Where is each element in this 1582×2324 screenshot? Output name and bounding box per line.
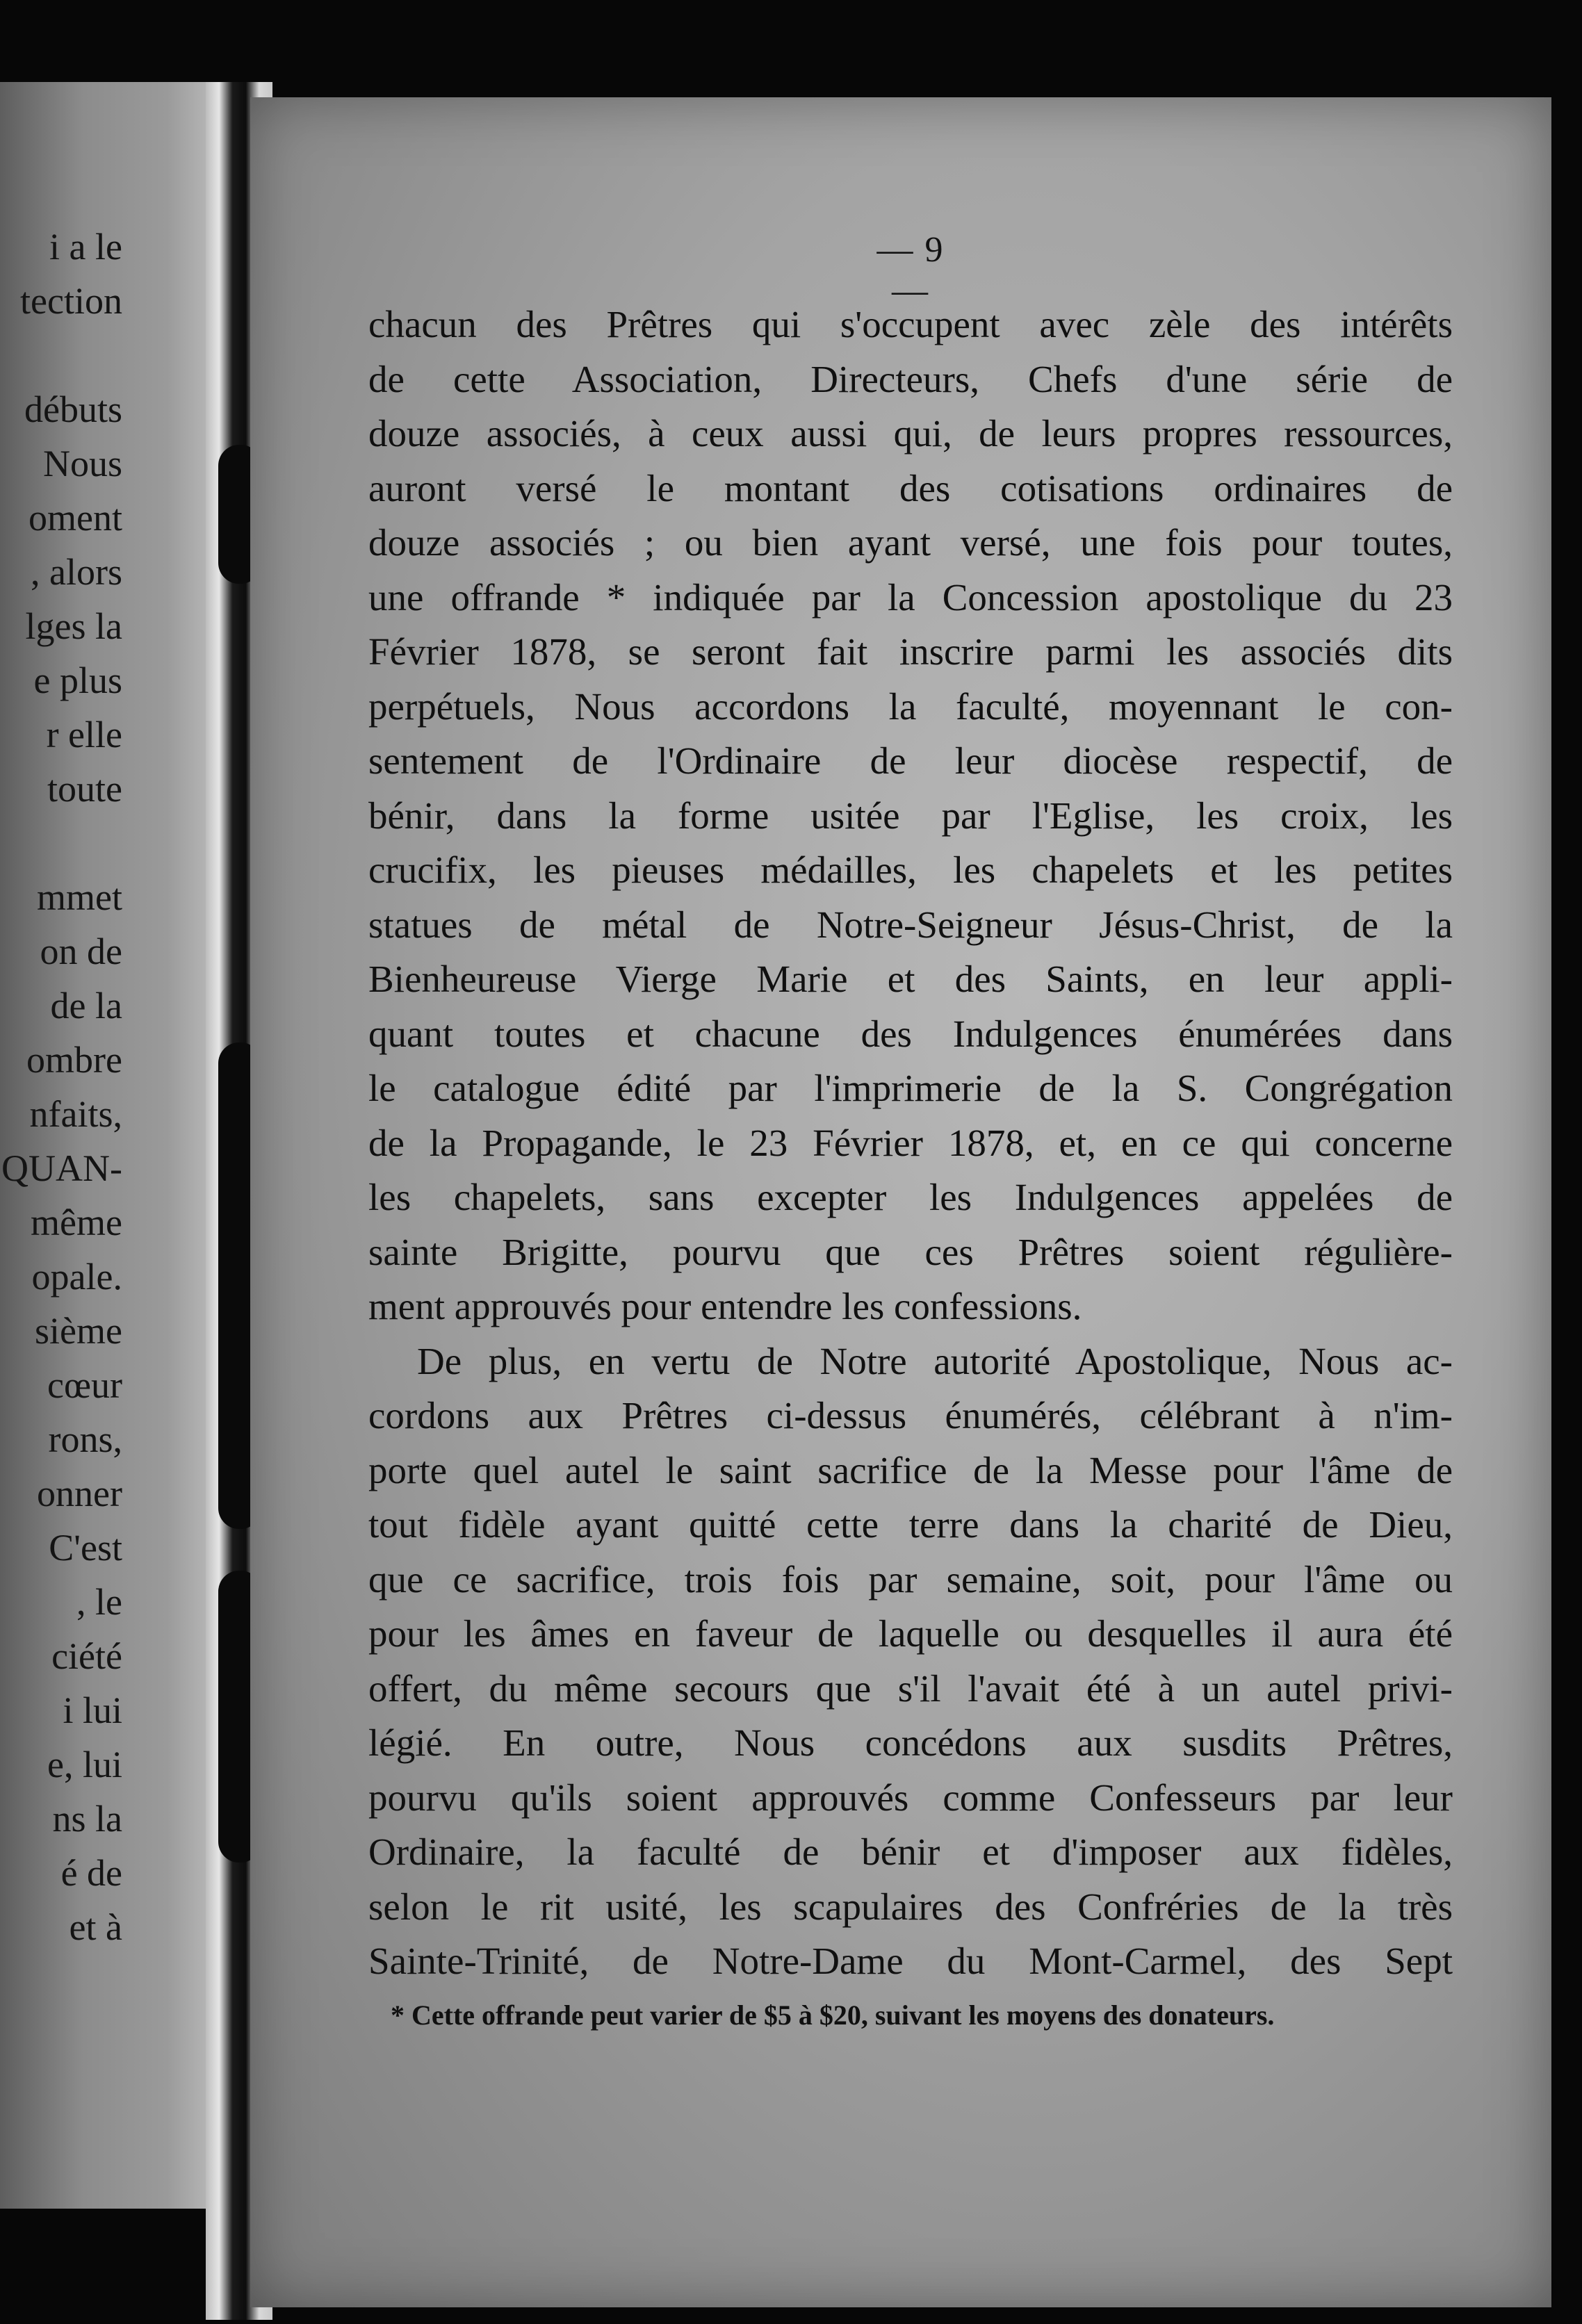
left-page-line: rons, <box>48 1418 122 1460</box>
left-page-line: nfaits, <box>29 1093 122 1135</box>
left-page-line: e, lui <box>47 1744 122 1785</box>
left-page-line: ombre <box>26 1039 122 1081</box>
body-text-line: chacun des Prêtres qui s'occupent avec zèle des intérêts <box>368 303 1453 345</box>
body-text-line: offert, du même secours que s'il l'avait été à un autel privi- <box>368 1667 1453 1710</box>
left-page-line: et à <box>69 1906 122 1948</box>
left-page-line: , alors <box>31 551 122 593</box>
body-text-line: une offrande * indiquée par la Concession apostolique du 23 <box>368 575 1453 619</box>
body-text-line: auront versé le montant des cotisations ordinaires de <box>368 466 1453 509</box>
left-page-line: e plus <box>33 660 122 701</box>
body-text-line: légié. En outre, Nous concédons aux susdits Prêtres, <box>368 1721 1453 1764</box>
left-page-line: on de <box>40 931 122 972</box>
left-page-line: r elle <box>46 714 122 755</box>
left-page-line: Nous <box>42 443 122 484</box>
left-page-line: de la <box>50 985 122 1026</box>
body-text-line: bénir, dans la forme usitée par l'Eglise, les croix, les <box>368 794 1453 837</box>
body-text-line: porte quel autel le saint sacrifice de la Messe pour l'âme de <box>368 1448 1453 1491</box>
left-page-line: toute <box>47 768 122 810</box>
body-text-line: quant toutes et chacune des Indulgences énumérées dans <box>368 1012 1453 1055</box>
page-number: — 9 — <box>876 230 945 311</box>
body-text-line: Février 1878, se seront fait inscrire parmi les associés dits <box>368 630 1453 673</box>
body-text-line: statues de métal de Notre-Seigneur Jésus-Christ, de la <box>368 903 1453 946</box>
left-page-line: ciété <box>51 1635 122 1677</box>
body-text-line: de la Propagande, le 23 Février 1878, et, en ce qui concerne <box>368 1121 1453 1164</box>
left-page-line: opale. <box>31 1256 122 1298</box>
left-page-line: sième <box>35 1310 122 1352</box>
body-text <box>368 297 1453 1989</box>
body-text-line: de cette Association, Directeurs, Chefs d'une série de <box>368 357 1453 400</box>
body-text-line: Sainte-Trinité, de Notre-Dame du Mont-Carmel, des Sept <box>368 1940 1453 1982</box>
left-page-line: cœur <box>47 1364 122 1406</box>
body-text-line: pour les âmes en faveur de laquelle ou desquelles il aura été <box>368 1612 1453 1655</box>
left-page-line: onner <box>37 1473 122 1514</box>
body-text-line: pourvu qu'ils soient approuvés comme Confesseurs par leur <box>368 1776 1453 1819</box>
body-text-line: Ordinaire, la faculté de bénir et d'imposer aux fidèles, <box>368 1831 1453 1873</box>
body-text-line: ment approuvés pour entendre les confessions. <box>368 1285 1082 1327</box>
body-text-line: perpétuels, Nous accordons la faculté, moyennant le con- <box>368 685 1453 728</box>
left-page-line: i lui <box>63 1689 122 1731</box>
body-text-line: le catalogue édité par l'imprimerie de la S. Congrégation <box>368 1067 1453 1109</box>
body-text-line: douze associés, à ceux aussi qui, de leurs propres ressources, <box>368 412 1453 455</box>
body-text-line: sainte Brigitte, pourvu que ces Prêtres soient régulière- <box>368 1230 1453 1273</box>
left-page-line: même <box>31 1202 122 1243</box>
left-page-fragment <box>0 82 209 2209</box>
body-text-line: sentement de l'Ordinaire de leur diocèse respectif, de <box>368 739 1453 782</box>
body-text-line: douze associés ; ou bien ayant versé, une fois pour toutes, <box>368 521 1453 564</box>
left-page-line: débuts <box>24 388 122 430</box>
body-text-line: Bienheureuse Vierge Marie et des Saints, en leur appli- <box>368 958 1453 1000</box>
left-page-line: oment <box>28 497 122 539</box>
left-page-line: i a le <box>49 226 122 268</box>
body-text-line: De plus, en vertu de Notre autorité Apostolique, Nous ac- <box>417 1339 1453 1382</box>
left-page-line: lges la <box>25 605 122 647</box>
left-page-line: QUAN- <box>1 1147 122 1189</box>
footnote: * Cette offrande peut varier de $5 à $20, suivant les moyens des donateurs. <box>391 1999 1275 2031</box>
body-text-line: selon le rit usité, les scapulaires des Confréries de la très <box>368 1885 1453 1928</box>
left-page-line: é de <box>60 1852 122 1894</box>
left-page-line: ns la <box>52 1798 122 1840</box>
body-text-line: que ce sacrifice, trois fois par semaine, soit, pour l'âme ou <box>368 1557 1453 1601</box>
left-page-line: , le <box>76 1581 122 1623</box>
left-page-line: C'est <box>49 1527 122 1569</box>
body-text-line: crucifix, les pieuses médailles, les chapelets et les petites <box>368 849 1453 891</box>
body-text-line: tout fidèle ayant quitté cette terre dans la charité de Dieu, <box>368 1503 1453 1546</box>
body-text-line: les chapelets, sans excepter les Indulgences appelées de <box>368 1176 1453 1218</box>
left-page-line: mmet <box>37 876 122 918</box>
left-page-line: tection <box>20 280 122 322</box>
body-text-line: cordons aux Prêtres ci-dessus énumérés, célébrant à n'im- <box>368 1394 1453 1437</box>
